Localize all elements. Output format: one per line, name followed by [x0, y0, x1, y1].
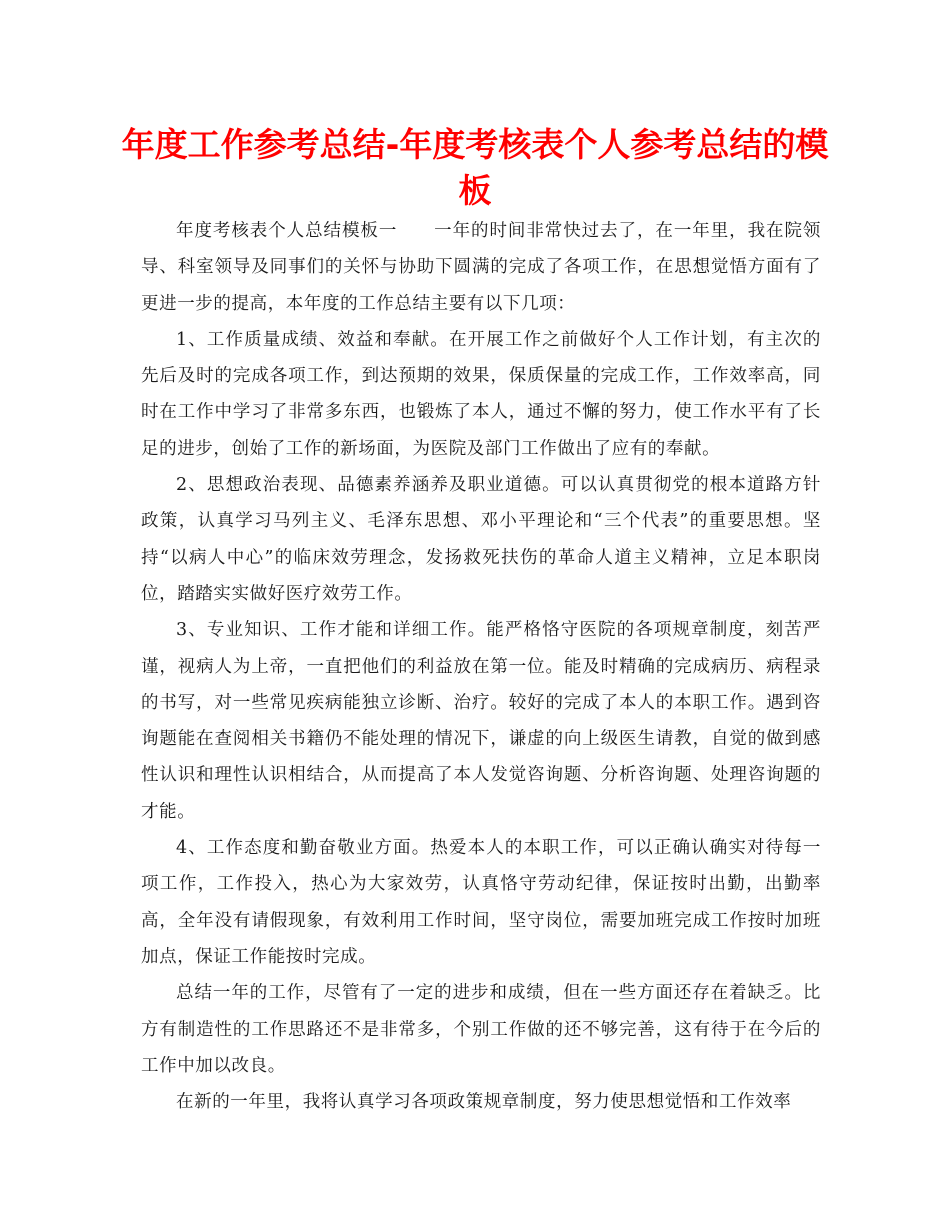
- document-title: 年度工作参考总结-年度考核表个人参考总结的模板: [121, 125, 829, 210]
- paragraph-item-3: 3、专业知识、工作才能和详细工作。能严格恪守医院的各项规章制度，刻苦严谨，视病人为上帝，一直把他们的利益放在第一位。能及时精确的完成病历、病程录的书写，对一些常见疾病能独立诊断、治疗。较好的完成了本人的本职工作。遇到咨询题能在查阅相关书籍仍不能处理的情况下，谦虚的向上级医生请教，自觉的做到感性认识和理性认识相结合，从而提高了本人发觉咨询题、分析咨询题、处理咨询题的才能。: [141, 620, 821, 822]
- paragraph-outlook: 在新的一年里，我将认真学习各项政策规章制度，努力使思想觉悟和工作效率: [176, 1092, 792, 1113]
- document-body: [141, 213, 821, 1120]
- paragraph-item-1: 1、工作质量成绩、效益和奉献。在开展工作之前做好个人工作计划，有主次的先后及时的完成各项工作，到达预期的效果，保质保量的完成工作，工作效率高，同时在工作中学习了非常多东西，也锻炼了本人，通过不懈的努力，使工作水平有了长足的进步，创始了工作的新场面，为医院及部门工作做出了应有的奉献。: [141, 329, 821, 459]
- paragraph-summary: 总结一年的工作，尽管有了一定的进步和成绩，但在一些方面还存在着缺乏。比方有制造性的工作思路还不是非常多，个别工作做的还不够完善，这有待于在今后的工作中加以改良。: [141, 983, 821, 1076]
- paragraph-intro: 年度考核表个人总结模板一 一年的时间非常快过去了，在一年里，我在院领导、科室领导及同事们的关怀与协助下圆满的完成了各项工作，在思想觉悟方面有了更进一步的提高，本年度的工作总结主要有以下几项：: [141, 221, 821, 314]
- paragraph-item-4: 4、工作态度和勤奋敬业方面。热爱本人的本职工作，可以正确认确实对待每一项工作，工作投入，热心为大家效劳，认真恪守劳动纪律，保证按时出勤，出勤率高，全年没有请假现象，有效利用工作时间，坚守岗位，需要加班完成工作按时加班加点，保证工作能按时完成。: [141, 838, 821, 967]
- paragraph-item-2: 2、思想政治表现、品德素养涵养及职业道德。可以认真贯彻党的根本道路方针政策，认真学习马列主义、毛泽东思想、邓小平理论和“三个代表”的重要思想。坚持“以病人中心”的临床效劳理念，发扬救死扶伤的革命人道主义精神，立足本职岗位，踏踏实实做好医疗效劳工作。: [141, 475, 821, 604]
